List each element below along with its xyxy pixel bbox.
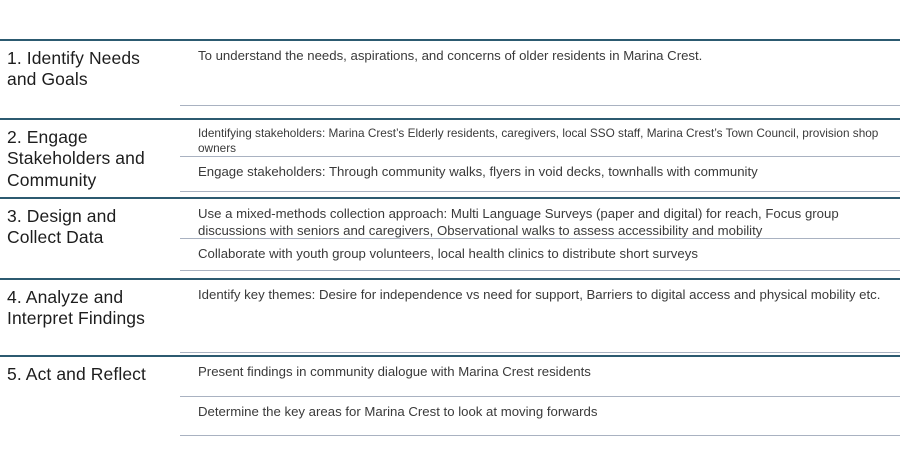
step-details xyxy=(180,41,900,118)
step-detail-item: Determine the key areas for Marina Crest to look at moving forwards xyxy=(180,397,900,436)
step-detail-item: Present findings in community dialogue with Marina Crest residents xyxy=(180,357,900,397)
step-details xyxy=(180,120,900,197)
step-details xyxy=(180,357,900,436)
step-details xyxy=(180,199,900,278)
step-title: 4. Analyze and Interpret Findings xyxy=(7,287,145,329)
process-step-row xyxy=(0,39,900,118)
step-title: 2. Engage Stakeholders and Community xyxy=(7,127,145,190)
process-step-row xyxy=(0,197,900,278)
step-title: 5. Act and Reflect xyxy=(7,364,146,384)
process-step-row xyxy=(0,118,900,197)
process-step-row xyxy=(0,355,900,436)
step-detail-item: To understand the needs, aspirations, and concerns of older residents in Marina Crest. xyxy=(180,41,900,106)
process-steps xyxy=(0,39,900,436)
step-detail-item: Collaborate with youth group volunteers, local health clinics to distribute short surveys xyxy=(180,239,900,271)
process-step-row xyxy=(0,278,900,355)
step-title: 3. Design and Collect Data xyxy=(7,206,117,248)
step-details xyxy=(180,280,900,355)
step-title: 1. Identify Needs and Goals xyxy=(7,48,141,90)
step-detail-item: Identifying stakeholders: Marina Crest’s Elderly residents, caregivers, local SSO staff, Marina Crest’s Town Council, provision shop owners xyxy=(180,120,900,157)
step-detail-item: Use a mixed-methods collection approach: Multi Language Surveys (paper and digital) for reach, Focus group discussions with seniors and caregivers, Observational walks to assess accessibility and mobility xyxy=(180,199,900,239)
step-detail-item: Engage stakeholders: Through community walks, flyers in void decks, townhalls with community xyxy=(180,157,900,192)
step-detail-item: Identify key themes: Desire for independence vs need for support, Barriers to digital access and physical mobility etc. xyxy=(180,280,900,353)
top-margin xyxy=(0,0,900,39)
